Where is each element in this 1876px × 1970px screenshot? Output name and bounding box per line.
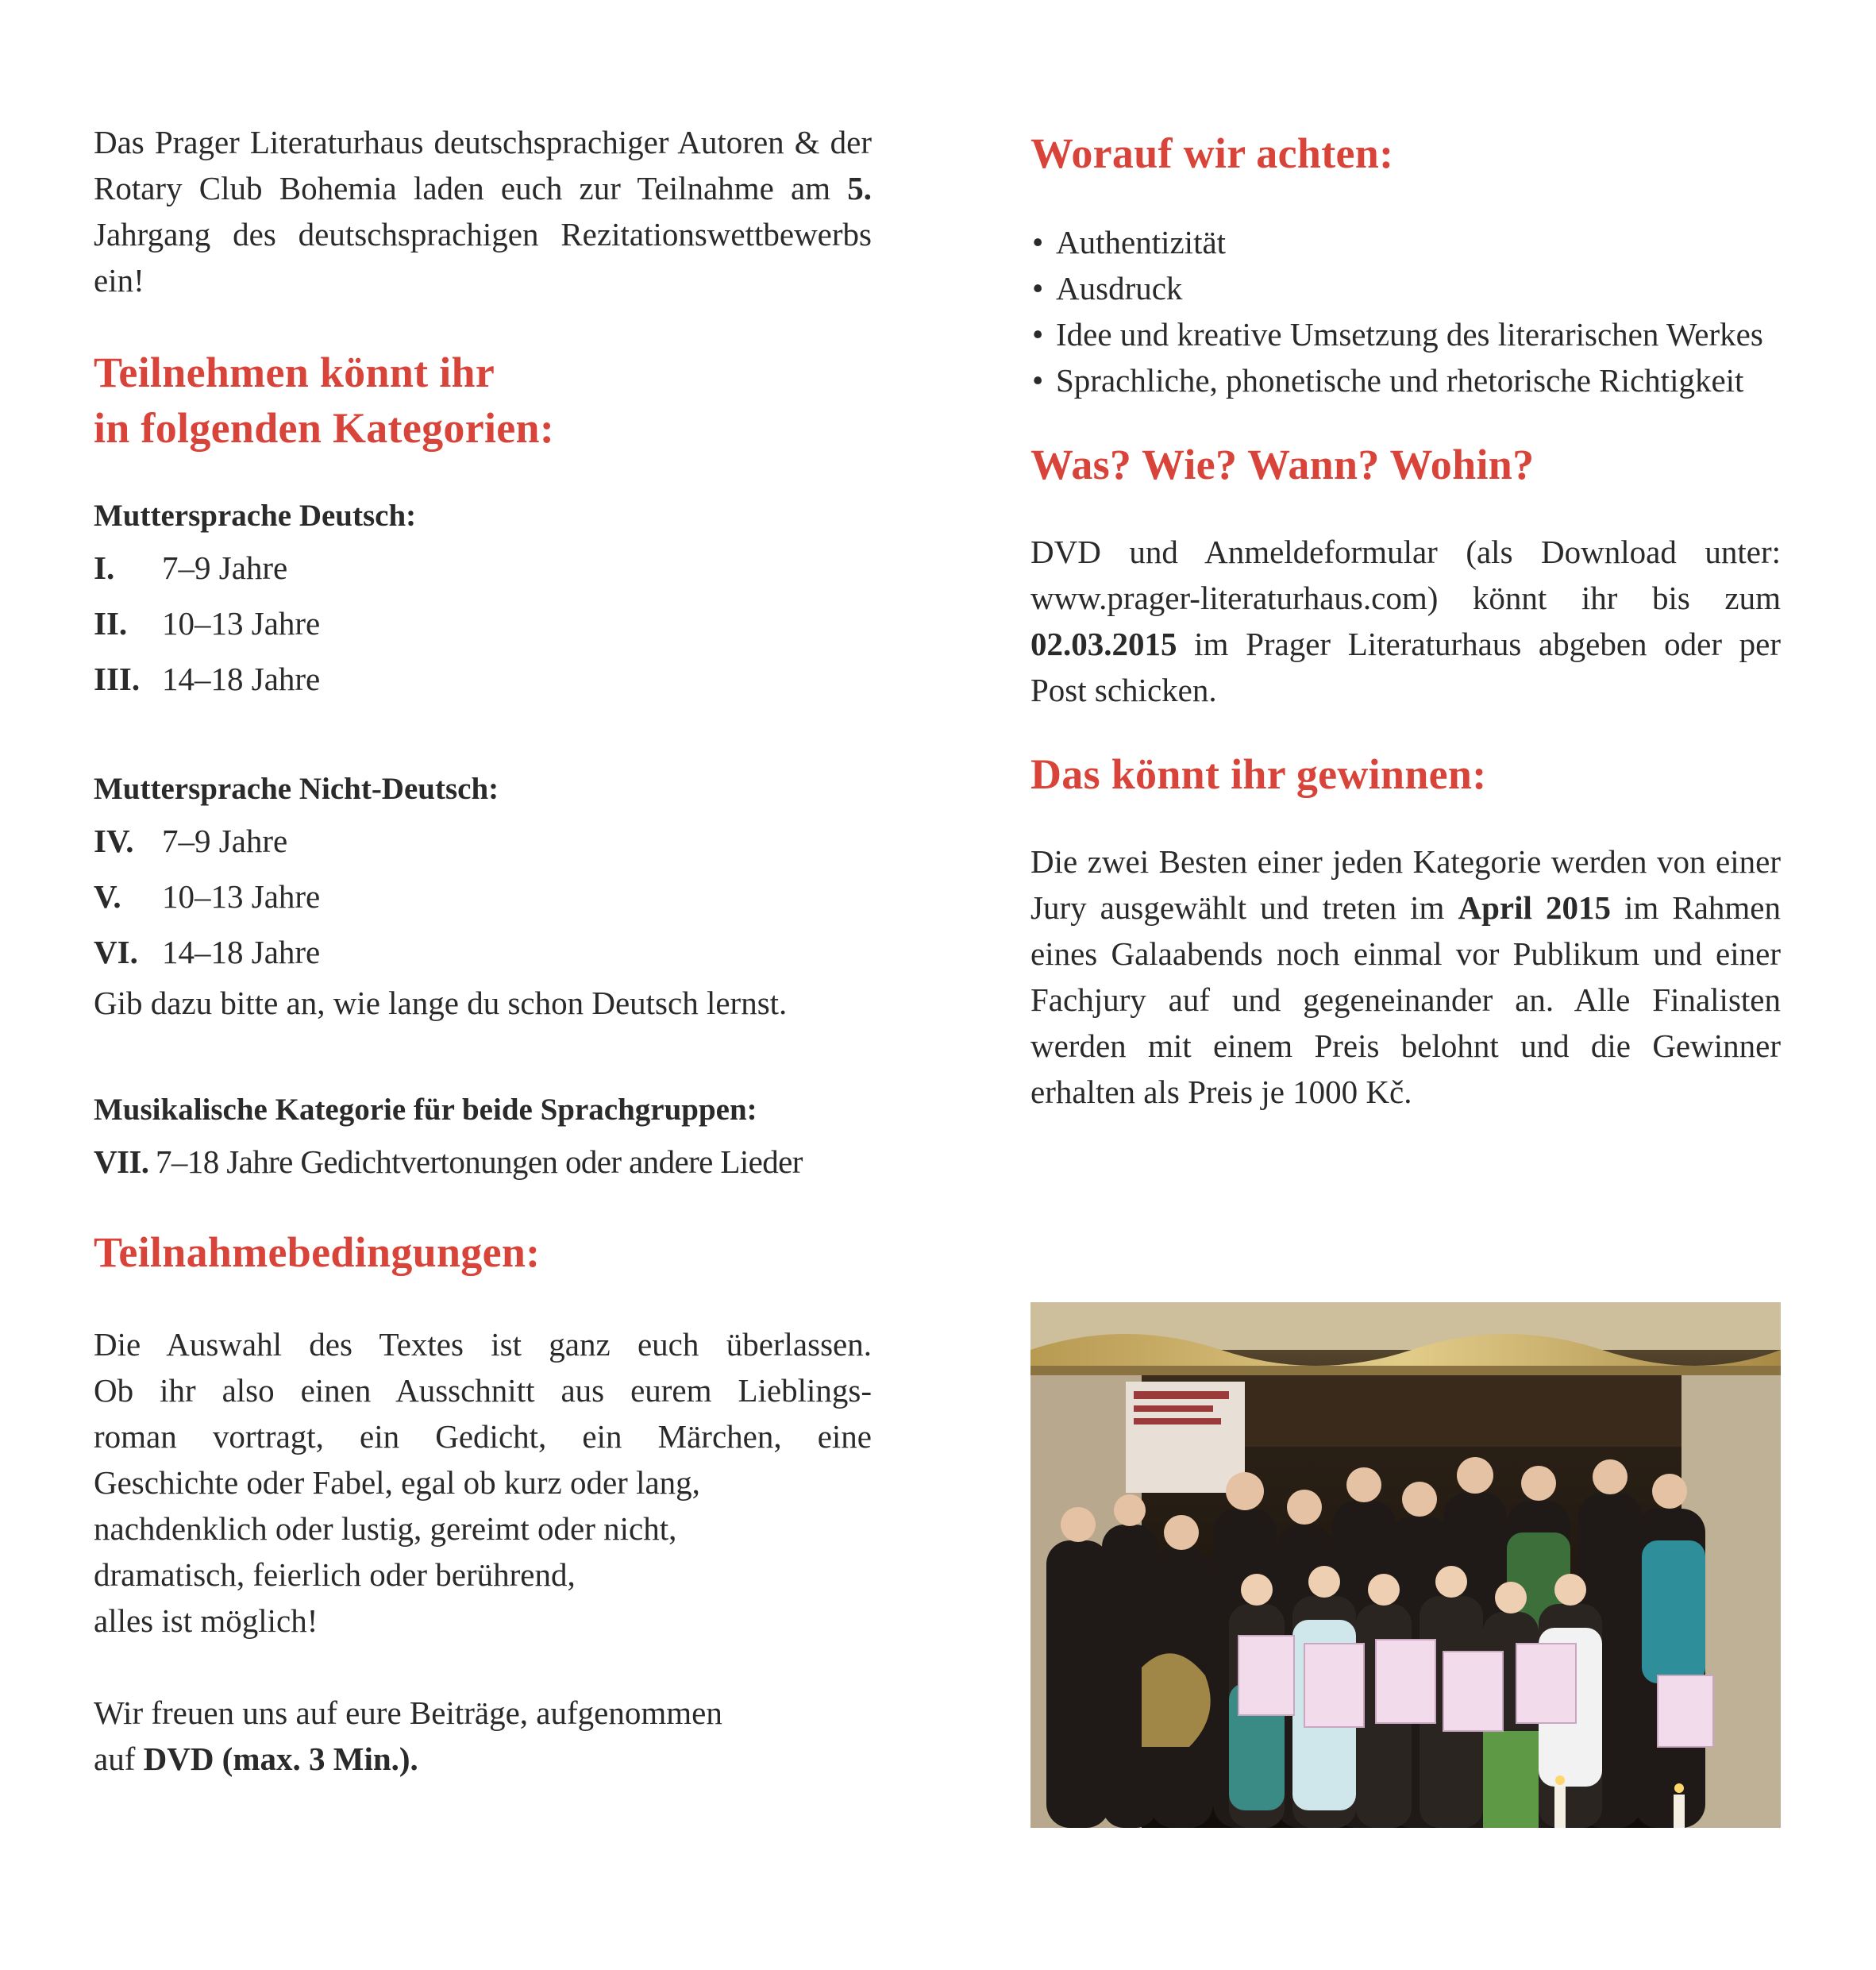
group-photo-image bbox=[1030, 1302, 1781, 1828]
group-photo bbox=[1030, 1302, 1781, 1828]
criteria-heading: Worauf wir achten: bbox=[1030, 129, 1394, 177]
criteria-item bbox=[1030, 219, 1781, 265]
what-text-1: DVD und Anmeldeformular (als Download unter: www.prager-literaturhaus.com) könnt ihr bis zum bbox=[1030, 534, 1781, 616]
criteria-item bbox=[1030, 265, 1781, 311]
category-number: VI. bbox=[94, 934, 138, 970]
category-number: III. bbox=[94, 661, 141, 697]
category-age: 7–9 Jahre bbox=[162, 549, 288, 586]
intro-bold-number: 5. bbox=[847, 170, 872, 206]
criteria-text: Idee und kreative Umsetzung des literarischen Werkes bbox=[1056, 316, 1763, 353]
category-group-title: Muttersprache Deutsch: bbox=[94, 499, 417, 533]
category-row bbox=[94, 924, 872, 980]
categories-heading-line1: Teilnehmen könnt ihr bbox=[94, 349, 495, 396]
conditions-line: dramatisch, feierlich oder berührend, bbox=[94, 1556, 576, 1593]
criteria-item bbox=[1030, 311, 1781, 357]
category-group-music bbox=[94, 1088, 872, 1189]
criteria-text: Authentizität bbox=[1056, 224, 1227, 260]
closing-line bbox=[94, 1736, 872, 1782]
conditions-line: roman vortragt, ein Gedicht, ein Märchen, eine bbox=[94, 1418, 872, 1455]
criteria-text: Sprachliche, phonetische und rhetorische Richtigkeit bbox=[1056, 362, 1744, 399]
category-group-title: Muttersprache Nicht-Deutsch: bbox=[94, 772, 499, 806]
intro-text-1: Das Prager Literaturhaus deutschsprachiger Autoren & der Rotary Club Bohemia laden euch zur Teilnahme am bbox=[94, 124, 872, 206]
category-group-title: Musikalische Kategorie für beide Sprachgruppen: bbox=[94, 1093, 757, 1127]
category-age: 14–18 Jahre bbox=[162, 661, 321, 697]
category-row bbox=[94, 596, 872, 651]
win-text-1: Die zwei Besten einer jeden Kategorie werden von einer Jury ausgewählt und treten im bbox=[1030, 843, 1781, 926]
categories-heading-line2: in folgenden Kategorien: bbox=[94, 404, 555, 452]
intro-paragraph bbox=[94, 119, 872, 303]
what-heading: Was? Wie? Wann? Wohin? bbox=[1030, 441, 1535, 488]
category-row bbox=[94, 651, 872, 707]
category-row bbox=[94, 1134, 872, 1189]
closing-paragraph bbox=[94, 1690, 872, 1782]
left-column bbox=[94, 119, 872, 1782]
conditions-heading: Teilnahmebedingungen: bbox=[94, 1228, 541, 1276]
conditions-paragraph bbox=[94, 1321, 872, 1644]
criteria-text: Ausdruck bbox=[1056, 270, 1183, 306]
criteria-list bbox=[1030, 219, 1781, 403]
closing-bold: DVD (max. 3 Min.). bbox=[143, 1741, 418, 1777]
category-row bbox=[94, 813, 872, 869]
win-heading: Das könnt ihr gewinnen: bbox=[1030, 750, 1487, 798]
category-age: 10–13 Jahre bbox=[162, 878, 321, 915]
categories-heading bbox=[94, 345, 872, 456]
category-age: 7–18 Jahre Gedichtvertonungen oder andere Lieder bbox=[156, 1143, 803, 1180]
category-age: 14–18 Jahre bbox=[162, 934, 321, 970]
win-paragraph bbox=[1030, 839, 1781, 1115]
closing-prefix: auf bbox=[94, 1741, 144, 1777]
intro-text-2: Jahrgang des deutschsprachigen Rezitationswettbewerbs ein! bbox=[94, 216, 872, 299]
bullet-icon: • bbox=[1032, 316, 1044, 353]
category-number: I. bbox=[94, 549, 115, 586]
category-age: 7–9 Jahre bbox=[162, 823, 288, 859]
conditions-line: Die Auswahl des Textes ist ganz euch überlassen. bbox=[94, 1326, 872, 1363]
bullet-icon: • bbox=[1032, 224, 1044, 260]
conditions-line: nachdenklich oder lustig, gereimt oder nicht, bbox=[94, 1510, 677, 1547]
category-note: Gib dazu bitte an, wie lange du schon Deutsch lernst. bbox=[94, 985, 788, 1021]
win-text-2: im Rahmen eines Galaabends noch einmal vor Publikum und einer Fachjury auf und gegeneinander an. Alle Finalisten werden mit einem Preis belohnt und die Gewinner erhalten als Preis je 1000 Kč. bbox=[1030, 889, 1781, 1110]
criteria-item bbox=[1030, 357, 1781, 403]
conditions-line: alles ist möglich! bbox=[94, 1602, 318, 1639]
category-age: 10–13 Jahre bbox=[162, 605, 321, 642]
what-text-2: im Prager Literaturhaus abgeben oder per Post schicken. bbox=[1030, 626, 1781, 708]
category-number: II. bbox=[94, 605, 128, 642]
what-paragraph bbox=[1030, 529, 1781, 713]
category-number: V. bbox=[94, 878, 121, 915]
bullet-icon: • bbox=[1032, 270, 1044, 306]
category-number: IV. bbox=[94, 823, 134, 859]
right-column bbox=[1030, 125, 1781, 1115]
category-group-native bbox=[94, 494, 872, 707]
bullet-icon: • bbox=[1032, 362, 1044, 399]
category-group-nonnative bbox=[94, 767, 872, 1026]
win-date: April 2015 bbox=[1458, 889, 1611, 926]
category-row bbox=[94, 540, 872, 596]
what-deadline: 02.03.2015 bbox=[1030, 626, 1177, 662]
closing-line: Wir freuen uns auf eure Beiträge, aufgenommen bbox=[94, 1694, 722, 1731]
category-row bbox=[94, 869, 872, 924]
conditions-line: Geschichte oder Fabel, egal ob kurz oder lang, bbox=[94, 1464, 700, 1501]
conditions-line: Ob ihr also einen Ausschnitt aus eurem Lieblings- bbox=[94, 1372, 872, 1409]
category-number: VII. bbox=[94, 1143, 149, 1180]
